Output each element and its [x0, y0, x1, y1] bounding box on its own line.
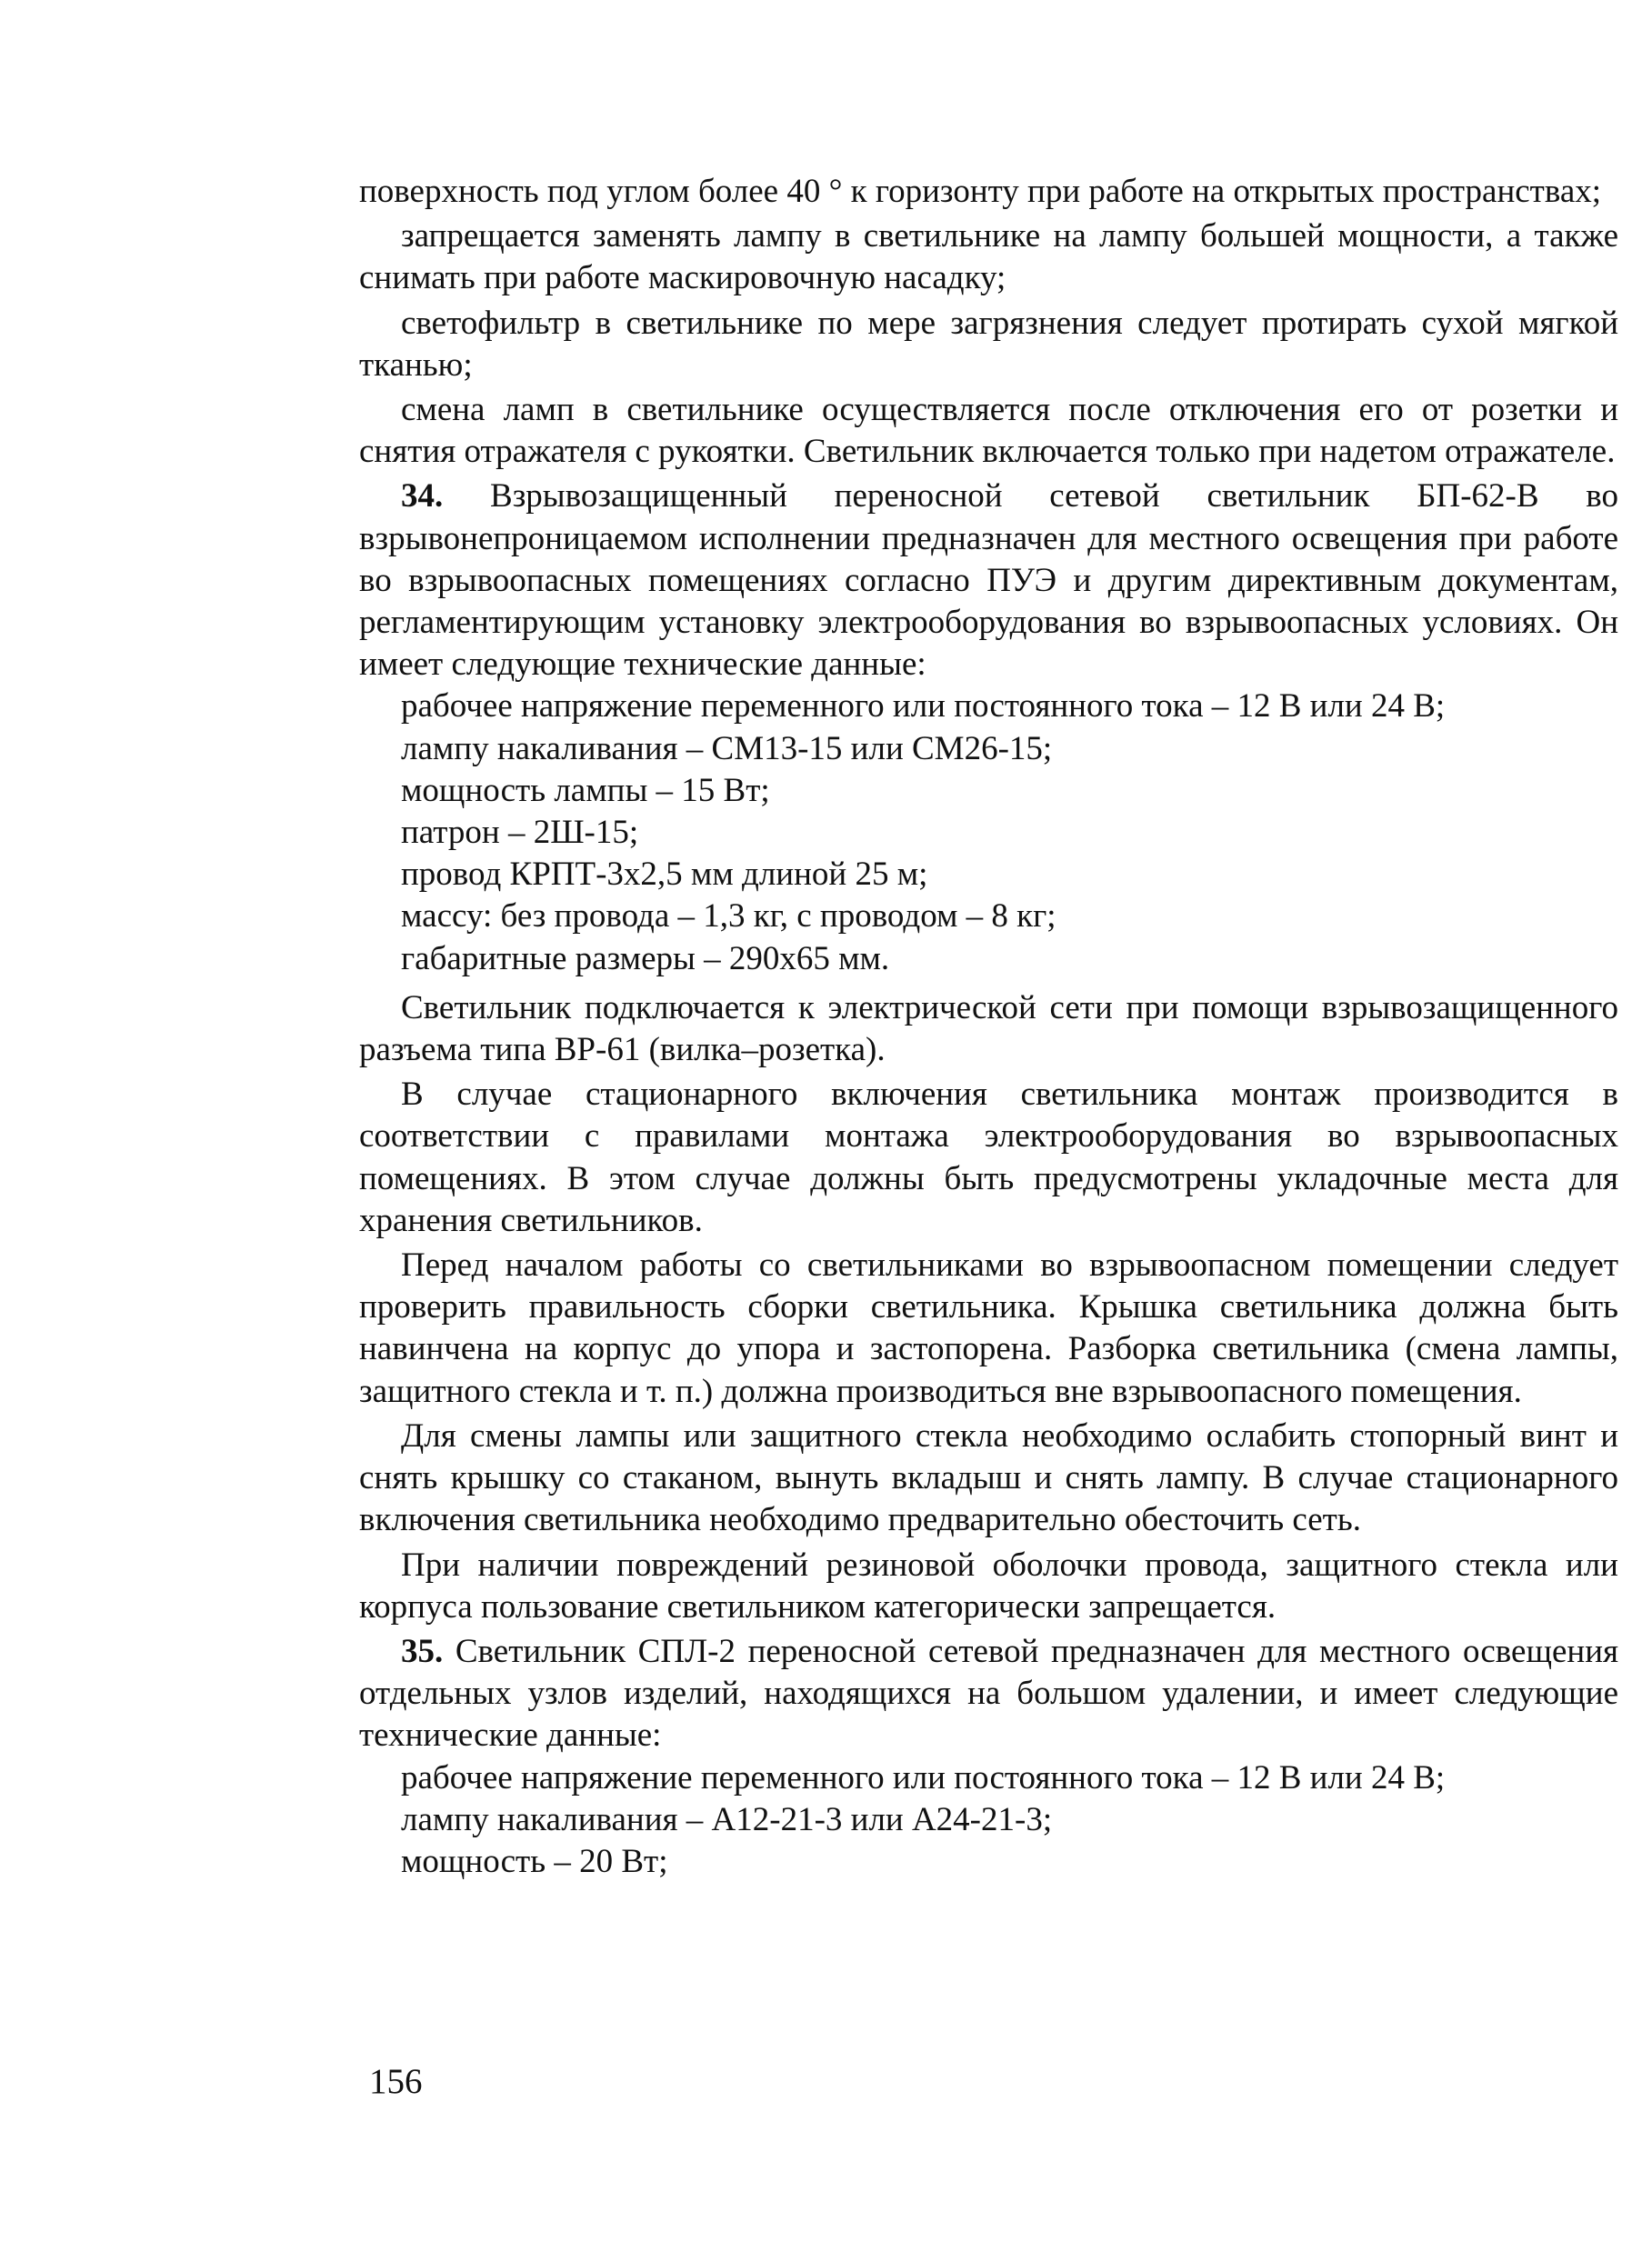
spec-item: рабочее напряжение переменного или постоянного тока – 12 В или 24 В;	[401, 687, 1446, 726]
spec-item: провод КРПТ-3х2,5 мм длиной 25 м;	[401, 856, 928, 894]
spec-item: лампу накаливания – СМ13-15 или СМ26-15;	[401, 729, 1053, 767]
item-34-specs	[359, 686, 1618, 979]
paragraph-connection: Светильник подключается к электрической сети при помощи взрывозащищенного разъема типа ВР-61 (вилка–розетка).	[359, 988, 1618, 1069]
paragraph-lamp-change: Для смены лампы или защитного стекла необходимо ослабить стопорный винт и снять крышку со стаканом, вынуть вкладыш и снять лампу. В случае стационарного включения светильника необходимо предварительно обесточить сеть.	[359, 1416, 1618, 1539]
item-35-text: Светильник СПЛ-2 переносной сетевой предназначен для местного освещения отдельных узлов изделий, находящихся на большом удалении, и имеет следующие технические данные:	[359, 1632, 1619, 1755]
item-34-paragraph	[359, 475, 1618, 686]
spec-item: рабочее напряжение переменного или постоянного тока – 12 В или 24 В;	[401, 1758, 1446, 1797]
item-35-number: 35.	[401, 1632, 444, 1670]
spec-item: мощность лампы – 15 Вт;	[401, 771, 770, 809]
paragraph-damage-prohibition: При наличии повреждений резиновой оболочки провода, защитного стекла или корпуса пользование светильником категорически запрещается.	[359, 1546, 1618, 1626]
body-text	[359, 171, 1618, 1883]
paragraph-filter-cleaning: светофильтр в светильнике по мере загрязнения следует протирать сухой мягкой тканью;	[359, 304, 1618, 384]
spec-item: лампу накаливания – А12-21-3 или А24-21-3;	[401, 1800, 1053, 1838]
spec-item: массу: без провода – 1,3 кг, с проводом – 8 кг;	[401, 897, 1056, 936]
spec-item: габаритные размеры – 290х65 мм.	[401, 939, 890, 977]
paragraph-stationary-mounting: В случае стационарного включения светильника монтаж производится в соответствии с правилами монтажа электрооборудования во взрывоопасных помещениях. В этом случае должны быть предусмотрены укладочные места для хранения светильников.	[359, 1076, 1618, 1239]
spec-item: мощность – 20 Вт;	[401, 1842, 668, 1880]
item-35-specs	[359, 1757, 1618, 1884]
paragraph-continuation: поверхность под углом более 40 ° к горизонту при работе на открытых пространствах;	[359, 173, 1602, 210]
page-number: 156	[369, 2062, 423, 2101]
paragraph-lamp-replacement: смена ламп в светильнике осуществляется после отключения его от розетки и снятия отражателя с рукоятки. Светильник включается только при надетом отражателе.	[359, 391, 1618, 471]
item-34-number: 34.	[401, 477, 444, 515]
spec-item: патрон – 2Ш-15;	[401, 814, 639, 852]
paragraph-lamp-power-rule: запрещается заменять лампу в светильнике на лампу большей мощности, а также снимать при работе маскировочную насадку;	[359, 217, 1618, 297]
item-35-paragraph	[359, 1631, 1618, 1757]
item-34-text: Взрывозащищенный переносной сетевой светильник БП-62-В во взрывонепроницаемом исполнении предназначен для местного освещения при работе во взрывоопасных помещениях согласно ПУЭ и другим директивным документам, регламентирующим установку электрооборудования во взрывоопасных условиях. Он имеет следующие технические данные:	[359, 477, 1618, 684]
paragraph-assembly-check: Перед началом работы со светильниками во взрывоопасном помещении следует проверить правильность сборки светильника. Крышка светильника должна быть навинчена на корпус до упора и застопорена. Разборка светильника (смена лампы, защитного стекла и т. п.) должна производиться вне взрывоопасного помещения.	[359, 1246, 1618, 1410]
